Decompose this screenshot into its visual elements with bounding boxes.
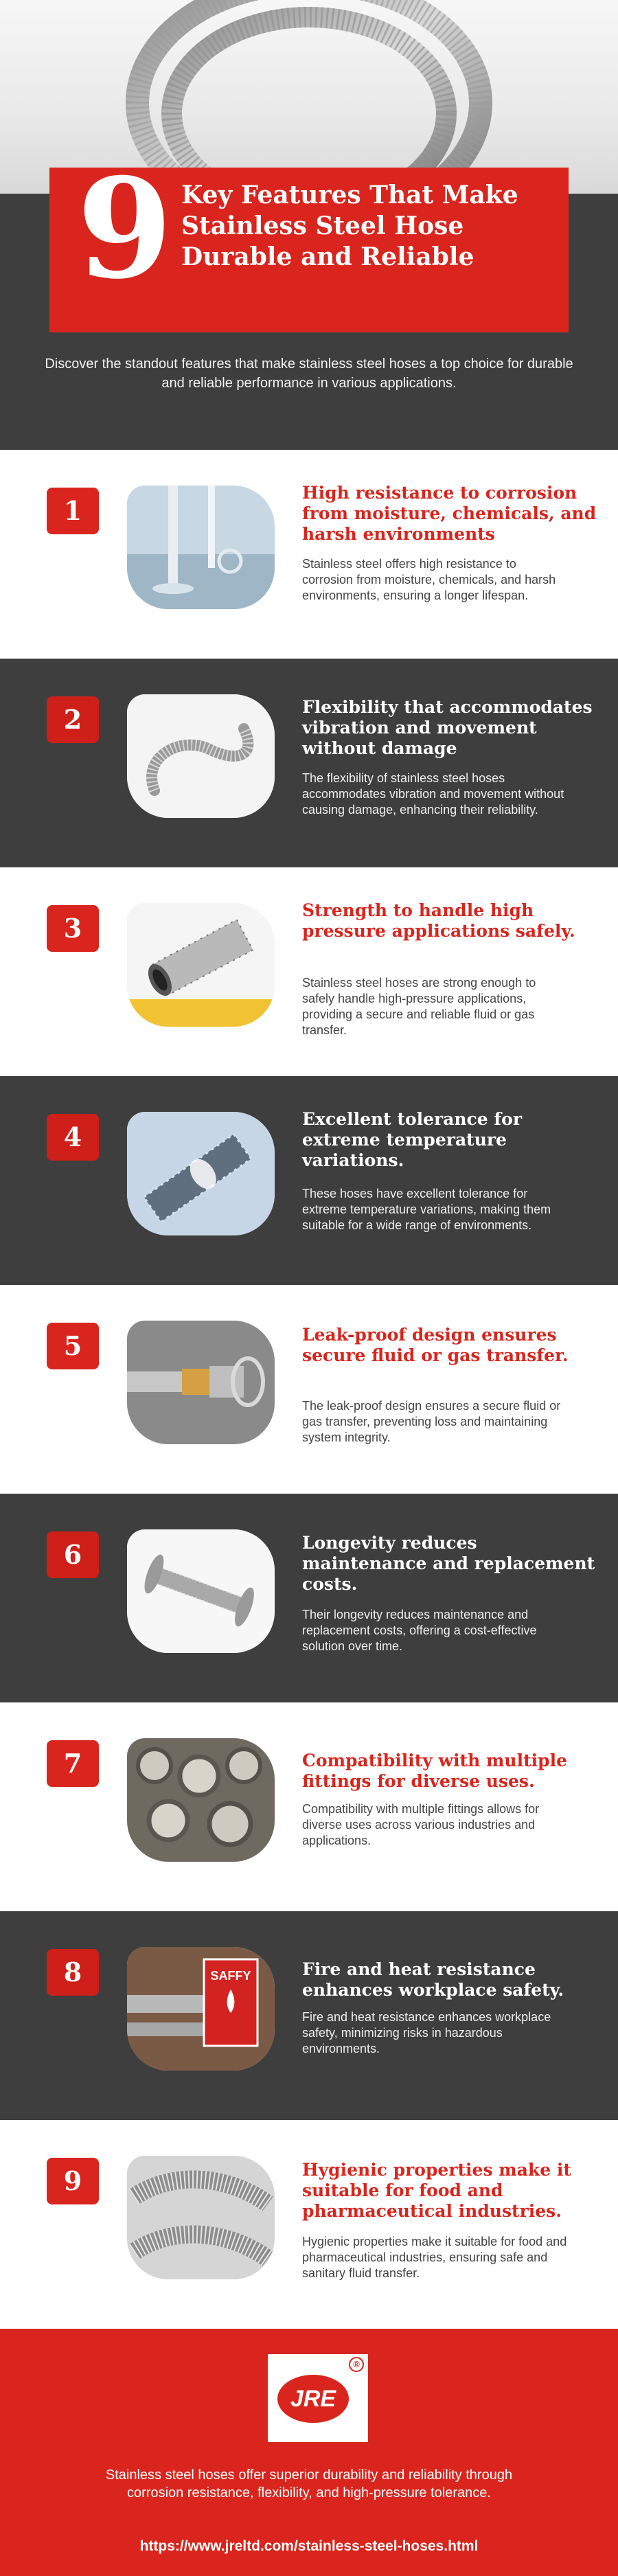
feature-description: Compatibility with multiple fittings allows for diverse uses across various industries and applications. [302, 1802, 540, 1847]
feature-7 [0, 1702, 618, 1911]
feature-description: Stainless steel hoses are strong enough to safely handle high-pressure applications, providing a secure and reliable fluid or gas transfer. [302, 976, 536, 1037]
feature-number: 4 [47, 1114, 99, 1161]
feature-title: Excellent tolerance for extreme temperature variations. [302, 1109, 523, 1170]
feature-description: Stainless steel offers high resistance to corrosion from moisture, chemicals, and harsh environments, ensuring a longer lifespan. [302, 557, 556, 602]
hose-fitting-photo [127, 1321, 275, 1444]
hygienic-hose-photo [127, 2156, 275, 2279]
hose-flex-photo [127, 694, 275, 818]
intro-text: Discover the standout features that make stainless steel hoses a top choice for durable and reliable performance in various applications. [45, 356, 573, 391]
feature-number: 3 [47, 905, 99, 952]
feature-number: 7 [47, 1740, 99, 1787]
hose-frost-photo [127, 1112, 275, 1235]
summary-text: Stainless steel hoses offer superior durability and reliability through corrosion resistance, flexibility, and high-pressure tolerance. [105, 2467, 513, 2500]
feature-description: These hoses have excellent tolerance for extreme temperature variations, making them suitable for a wide range of environments. [302, 1187, 551, 1232]
feature-number: 2 [47, 696, 99, 743]
feature-number: 6 [47, 1531, 99, 1578]
feature-description: The leak-proof design ensures a secure fluid or gas transfer, preventing loss and maintaining system integrity. [302, 1399, 561, 1444]
hose-corrosion-photo [127, 486, 275, 609]
feature-description: The flexibility of stainless steel hoses accommodates vibration and movement without causing damage, enhancing their reliability. [302, 771, 564, 817]
logo-text: JRE [290, 2386, 336, 2412]
hero-number: 9 [77, 148, 173, 310]
feature-title: Leak-proof design ensures secure fluid or gas transfer. [302, 1325, 569, 1365]
hero-section [0, 0, 618, 450]
safety-sign-photo [127, 1947, 275, 2071]
feature-number: 1 [47, 488, 99, 534]
website-link[interactable]: https://www.jreltd.com/stainless-steel-hoses.html [139, 2538, 479, 2554]
feature-number: 5 [47, 1323, 99, 1369]
feature-number: 9 [47, 2158, 99, 2204]
feature-description: Their longevity reduces maintenance and replacement costs, offering a cost-effective solution over time. [302, 1608, 537, 1653]
feature-title: Strength to handle high pressure applications safely. [302, 900, 575, 941]
feature-8 [0, 1911, 618, 2120]
feature-number: 8 [47, 1949, 99, 1996]
feature-description: Hygienic properties make it suitable for food and pharmaceutical industries, ensuring safe and sanitary fluid transfer. [302, 2235, 567, 2280]
feature-description: Fire and heat resistance enhances workplace safety, minimizing risks in hazardous environments. [302, 2010, 551, 2055]
feature-1 [0, 450, 618, 659]
feature-6 [0, 1494, 618, 1702]
feature-3 [0, 867, 618, 1076]
title-box [49, 148, 569, 332]
footer-section [0, 2329, 618, 2576]
hose-flanged-photo [127, 1529, 275, 1653]
feature-title: Compatibility with multiple fittings for diverse uses. [302, 1751, 567, 1791]
feature-5 [0, 1285, 618, 1494]
feature-title: High resistance to corrosion from moisture, chemicals, and harsh environments [302, 483, 597, 544]
hose-pressure-photo [127, 903, 275, 1027]
company-logo[interactable] [268, 2354, 368, 2442]
feature-title: Flexibility that accommodates vibration and movement without damage [302, 697, 593, 758]
feature-4 [0, 1076, 618, 1285]
feature-9 [0, 2120, 618, 2329]
feature-title: Longevity reduces maintenance and replacement costs. [302, 1533, 595, 1594]
feature-title: Hygienic properties make it suitable for food and pharmaceutical industries. [302, 2160, 571, 2221]
registered-mark: ® [349, 2357, 364, 2372]
svg-text:SAFFY: SAFFY [210, 1969, 251, 1983]
page-title: Key Features That Make Stainless Steel Hose Durable and Reliable [181, 181, 518, 271]
feature-title: Fire and heat resistance enhances workplace safety. [302, 1959, 564, 2000]
pipe-fittings-photo [127, 1738, 275, 1862]
feature-2 [0, 659, 618, 867]
